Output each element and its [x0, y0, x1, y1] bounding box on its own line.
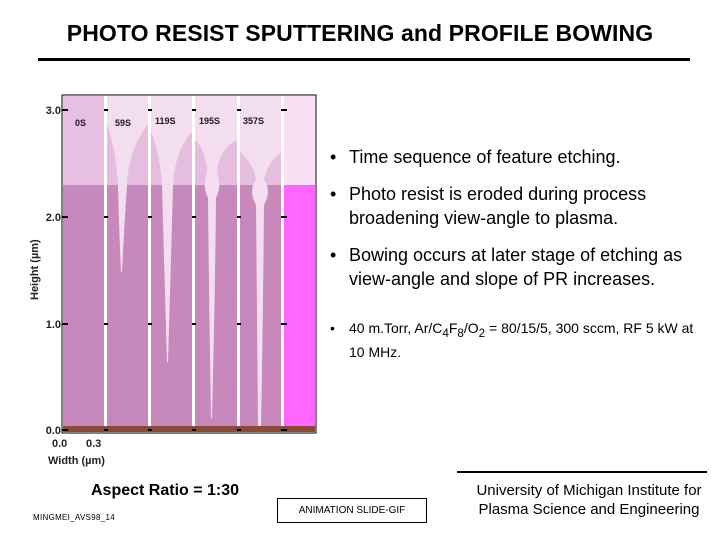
aspect-ratio-label: Aspect Ratio = 1:30 [91, 482, 240, 499]
bullet-text: Time sequence of feature etching. [349, 147, 621, 167]
bullet-icon: • [330, 320, 335, 336]
bullet-text: Bowing occurs at later stage of etching as view-angle and slope of PR increases. [349, 245, 683, 289]
panel-0s [63, 96, 104, 429]
conditions-item [330, 319, 700, 362]
y-tick-label: 0.0 [45, 425, 61, 437]
bullet-text: Photo resist is eroded during process broadening view-angle to plasma. [349, 184, 647, 228]
panel-highlight [284, 96, 315, 429]
time-label-3: 195S [199, 116, 221, 126]
y-axis-title: Height (µm) [29, 239, 41, 300]
etch-profile-figure [0, 0, 330, 470]
x-tick-label: 0.0 [52, 438, 68, 450]
time-label-0: 0S [75, 118, 87, 128]
panel-59s [107, 96, 148, 429]
affiliation: University of Michigan Institute for Plasma Science and Engineering [476, 482, 702, 518]
bullet-icon: • [330, 245, 337, 265]
slide-title: PHOTO RESIST SPUTTERING and PROFILE BOWING [66, 20, 654, 46]
bullet-icon: • [330, 147, 337, 167]
affiliation-divider [457, 471, 707, 473]
time-label-1: 59S [115, 118, 132, 128]
bullet-list [330, 145, 700, 375]
bullet-item [330, 243, 700, 291]
conditions-text: 40 m.Torr, $Ar/C_4F_8/O_2 = 80/15/5$, 300 sccm, RF 5 kW at 10 MHz. [349, 320, 694, 360]
time-label-4: 357S [243, 116, 265, 126]
panel-119s [151, 96, 192, 429]
animation-slide-label: ANIMATION SLIDE-GIF [277, 498, 427, 523]
bullet-item [330, 182, 700, 230]
panel-195s [195, 96, 237, 429]
time-label-2: 119S [155, 116, 176, 126]
slide-id: MINGMEI_AVS98_14 [33, 513, 116, 522]
y-tick-label: 2.0 [45, 212, 61, 224]
y-tick-label: 3.0 [45, 105, 61, 117]
substrate-strip [63, 426, 315, 432]
panel-357s [240, 96, 281, 429]
bullet-icon: • [330, 184, 337, 204]
y-tick-label: 1.0 [45, 319, 61, 331]
x-tick-label: 0.3 [86, 438, 102, 450]
bullet-item [330, 145, 700, 169]
x-axis-title: Width (µm) [48, 455, 105, 467]
